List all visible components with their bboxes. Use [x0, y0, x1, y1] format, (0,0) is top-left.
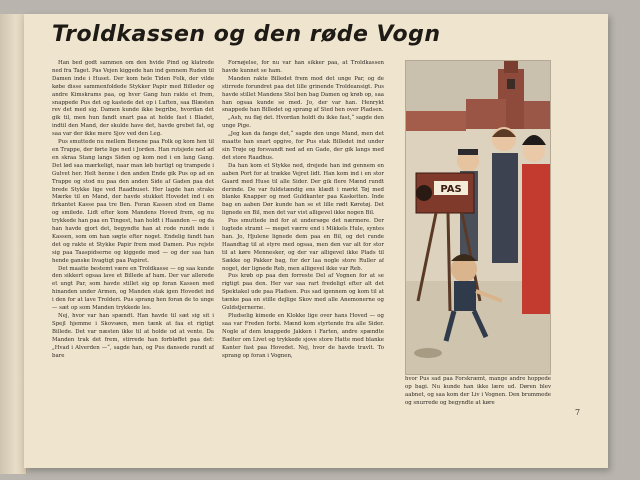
paragraph: Pus krøb op paa den forreste Del af Vognen for at se rigtigt paa den. Her var saa rart fredeligt efter alt det Spektakel ude paa Pladsen. Pus sad igennem og kom til at tænke paa en stille dejlige Skov med alle Anemonerne og Guldstjernerne.: [222, 273, 384, 312]
paragraph: Pludselig kimede en Klokke lige over hans Hoved — og saa var Freden forbi. Mænd kom styrtende fra alle Sider. Nogle af dem knappede Jakken i Farten, andre spændte Bælter om Livet og trykkede sjove store Hatte med blanke Kanter fast paa Hovedet. Nej, hvor de havde travlt. To sprang op foran i Vognen,: [222, 313, 384, 359]
paragraph: „Jeg kan da fange det,“ sagde den unge Mand, men det maatte han snart opgive, for Pus stak Billedet ind under sin Trøje og forsvandt ned ad en Gade, der gik langs med det store Raadhus.: [222, 131, 384, 161]
text-column-1: [52, 60, 214, 440]
paragraph: Det maatte bestemt være en Troldkasse — og saa kunde den sikkert ogsaa lave et Billede af ham. Der var allerede et ungt Par, som havde stillet sig op foran Kassen med hinanden under Armen, og Manden stak igen Hovedet ind i den for at lave Trolderi. Pus sprang hen foran de to unge — sæt op som Manden trykkede les.: [52, 265, 214, 312]
text-column-2: [222, 60, 384, 440]
paragraph: Da han kom et Stykke ned, drejede han ind gennem en aaben Port for at trække Vejret lidt. Han kom ind i en stor Gaard med Huse til alle Sider. Der gik flere Mænd rundt derinde. De var fuldstændig ens klædt i mørkt Tøj med blanke Knapper og med Guldkanter paa Kasketten. Inde bag en aaben Dør kunde han se et lille rødt Køretøj. Det lignede en Bil, men det var vist alligevel ikke nogen Bil.: [222, 162, 384, 217]
book-spine: [0, 14, 27, 474]
paragraph: Pus smuttede ind for at undersøge det nærmere. Der lugtede stramt — meget værre end i Mikkels Hule, syntes han. Jo, Hjulene lignede dem paa en Bil, og det runde Haandtag til at styre med ogsaa, men den var alt for stor til at køre Mennesker, og der var alligevel ikke Plads til Sække og Pakker bag, for der laa nogle store Ruller af noget, der lignede Reb, men alligevel ikke var Reb.: [222, 218, 384, 272]
page-number: 7: [575, 408, 581, 417]
paragraph: Nej, hvor var han spændt. Han havde til sæt sig sit i Spejl hjemme i Skovsøen, men tænk at faa et rigtigt Billede. Det var næsten ikke til at holde ud at vente. Da Manden trak det frem, stirrede han forbløffet paa det: „Hvad i Alverden —“, sagde han, og Pus dansede rundt af bare: [52, 313, 214, 359]
paragraph: Pus smuttede nu mellem Benene paa Folk og kom hen til en Trappe, der førte lige ned i Jorden. Han rutsjede ned ad en skraa Stang langs Siden og kom ned i en lang Gang. Det lød saa mærkeligt, naar man løb hurtigt og trampede i Gulvet her. Helt henne i den anden Ende gik Pus op ad en Trappe og stod nu paa den anden Side af Gaden paa det brede Stykke lige ved Raadhuset. Her lagde han straks Mærke til en Mand, der havde stukket Hovedet ind i en firkantet Kasse paa tre Ben. Foran Kassen stod en Dame og smilede. Lidt efter kom Mandens Hoved frem, og nu trykkede han paa en Tingest, han holdt i Haanden — og da han havde gjort det, begyndte han at rode rundt inde i Kassen, som om han søgte efter noget. Endelig fandt han det og rakte et Stykke Papir frem mod Damen. Pus rejste sig paa Taaspidserne og kiggede med — og der saa han hende ganske livagtigt paa Papiret.: [52, 139, 214, 264]
story-title: Troldkassen og den røde Vogn: [52, 22, 441, 47]
illustration-caption: hvor Pus sad paa Forskræmt, mange andre hoppede op bagi. Nu kunde han ikke lære ud. Døren blev aabnet, og saa kom der Liv i Vognen. Den brummede og snurrede og begyndte at køre: [405, 376, 551, 406]
illustration: [405, 60, 551, 375]
paragraph: Manden rakte Billedet frem mod det unge Par, og de stirrede forundret paa det lille grinende Troldeansigt. Pus havde stillet Mandens Stol ben bag Damen og krøb op, saa han ogsaa kunde se med. Jo, der var han. Henrykt snappede han Billedet og sprang af Sted hen over Pladsen.: [222, 75, 384, 114]
paragraph: Han bed godt sammen om den hvide Pind og klatrede ned fra Taget. Pas Vejen kiggede han ind gennem Ruden til Damen inde i Huset. Der kom hele Tiden Folk, der vilde købe disse sammenfoldede Stykker Papir med Billeder og andre Kimskrams paa, og hver Gang hun rakte et frem, snappede Pus det og kastede det op i Luften, saa Blæsten rev det med sig. Damen kunde ikke begribe, hvordan det gik til, men hun fandt snart paa at holde fast i Bladet, indtil den Mand, der skulde have det, havde grebet fat, og saa var der ikke mere Sjov ved den Leg.: [52, 60, 214, 138]
camera-label: PAS: [440, 184, 462, 195]
paragraph: „Ash, nu fløj det. Hvordan holdt du ikke fast,“ sagde den unge Pige.: [222, 115, 384, 130]
paragraph: Fornøjelse, for nu var han sikker paa, at Troldkassen havde kunnet se ham.: [222, 60, 384, 74]
illustration-art: [406, 61, 550, 374]
